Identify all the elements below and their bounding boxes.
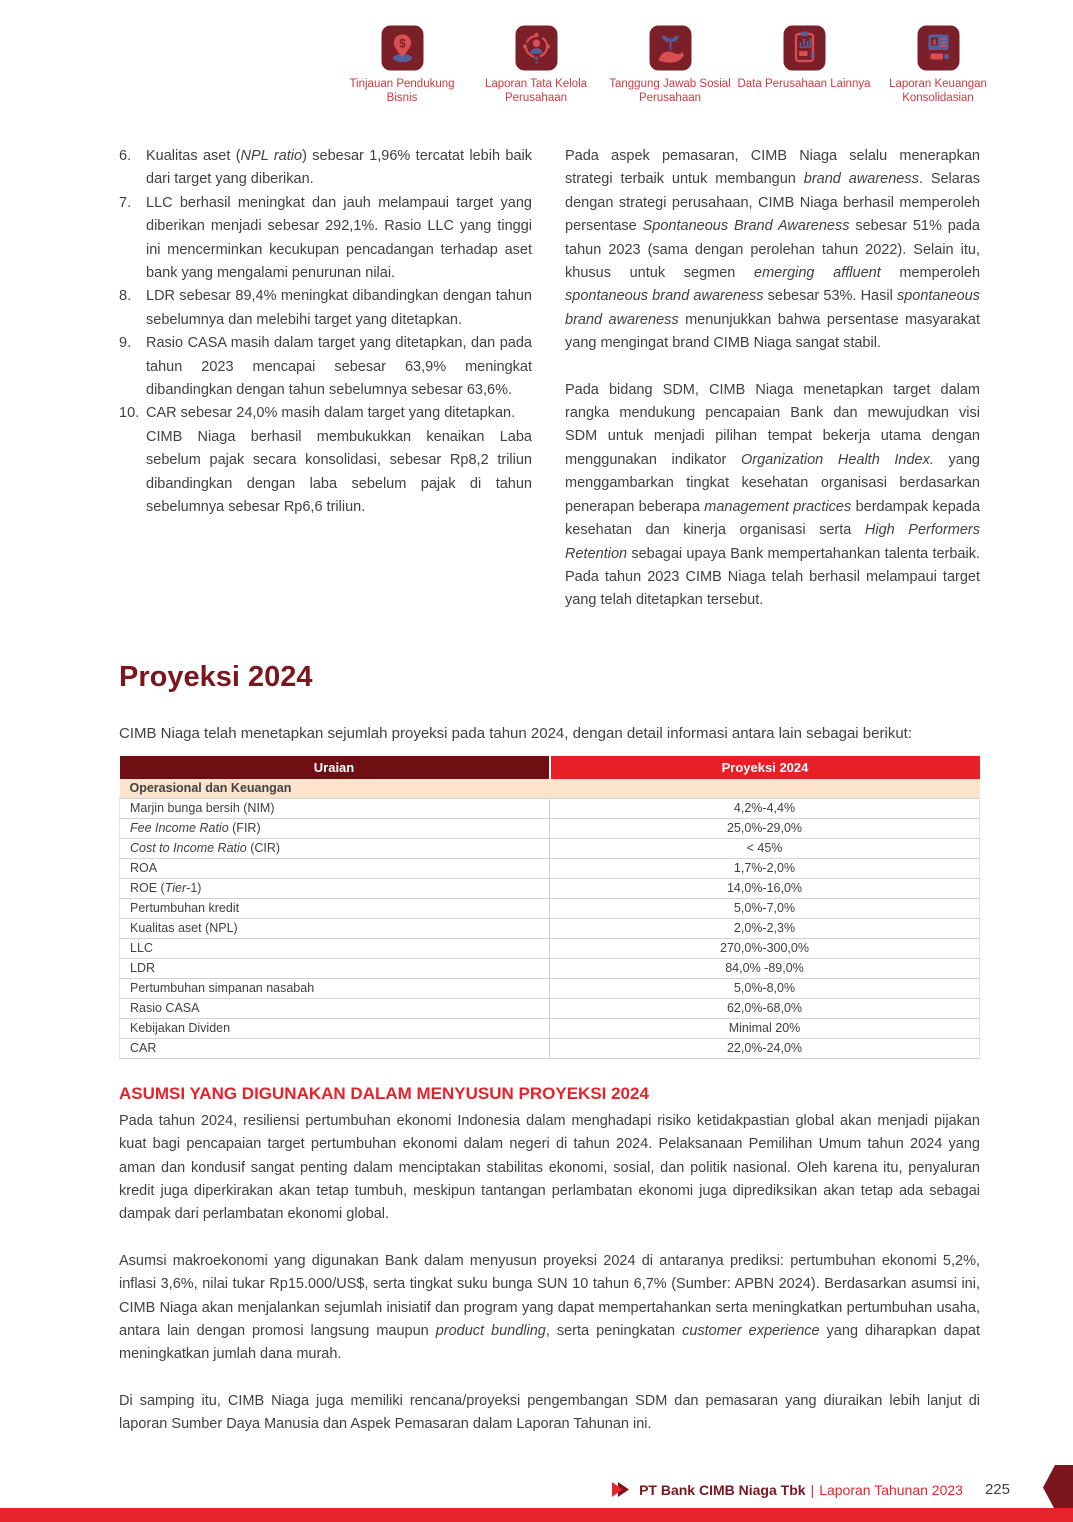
row-value: 25,0%-29,0% bbox=[550, 818, 980, 838]
list-item bbox=[119, 332, 532, 402]
row-label: LLC bbox=[120, 938, 550, 958]
column-header-uraian: Uraian bbox=[120, 756, 550, 779]
paragraph-sdm: Pada bidang SDM, CIMB Niaga menetapkan target dalam rangka mendukung pencapaian Bank dan mewujudkan visi SDM untuk menjadi pilihan tempat bekerja utama dengan menggunakan indikator Organization Health Index. yang menggambarkan tingkat kesehatan organisasi berdasarkan penerapan beberapa management practices berdampak kepada kesehatan dan kinerja organisasi serta High Performers Retention sebagai upaya Bank mempertahankan talenta terbaik. Pada tahun 2023 CIMB Niaga telah berhasil melampaui target yang telah ditetapkan tersebut. bbox=[565, 381, 981, 609]
nav-item-laporan-tata-kelola[interactable] bbox=[469, 25, 603, 105]
table-row bbox=[120, 798, 980, 818]
list-item bbox=[119, 192, 532, 286]
row-value: 22,0%-24,0% bbox=[550, 1038, 980, 1058]
projection-table bbox=[119, 756, 980, 1059]
money-location-pin-icon bbox=[381, 25, 424, 71]
nav-item-laporan-keuangan[interactable] bbox=[871, 25, 1005, 105]
list-number: 10. bbox=[119, 405, 140, 422]
row-value: 84,0% -89,0% bbox=[550, 958, 980, 978]
page-title: Proyeksi 2024 bbox=[119, 660, 313, 693]
table-row bbox=[120, 838, 980, 858]
list-item bbox=[119, 145, 532, 192]
main-content bbox=[119, 145, 980, 1437]
list-text: LLC berhasil meningkat dan jauh melampaui target yang diberikan menjadi sebesar 292,1%. Rasio LLC yang tinggi ini mencerminkan kecukupan pencadangan terhadap aset bank yang mengalami penurunan nilai. bbox=[146, 194, 532, 282]
bottom-red-bar bbox=[0, 1508, 1073, 1522]
nav-item-data-perusahaan-lainnya[interactable] bbox=[737, 25, 871, 105]
list-item bbox=[119, 285, 532, 332]
table-row bbox=[120, 958, 980, 978]
svg-text:$: $ bbox=[931, 37, 937, 47]
nav-item-tanggung-jawab-sosial[interactable] bbox=[603, 25, 737, 105]
list-number: 9. bbox=[119, 335, 132, 352]
list-text: LDR sebesar 89,4% meningkat dibandingkan dengan tahun sebelumnya dan melebihi target yang ditetapkan. bbox=[146, 288, 532, 328]
row-label: Pertumbuhan kredit bbox=[120, 898, 550, 918]
financial-report-icon bbox=[917, 25, 960, 71]
hand-plant-icon bbox=[649, 25, 692, 71]
footer-company-name: PT Bank CIMB Niaga Tbk bbox=[639, 1481, 806, 1498]
list-number: 8. bbox=[119, 288, 132, 305]
left-column bbox=[119, 145, 532, 636]
page-number: 225 bbox=[984, 1481, 1010, 1498]
row-label: Cost to Income Ratio (CIR) bbox=[120, 838, 550, 858]
nav-label: Tinjauan Pendukung Bisnis bbox=[349, 78, 455, 104]
assumptions-paragraph: Pada tahun 2024, resiliensi pertumbuhan ekonomi Indonesia dalam menghadapi risiko ketidakpastian global akan menjadi pijakan kuat bagi pencapaian target pertumbuhan ekonomi dalam negeri di tahun 2024. Pelaksanaan Pemilihan Umum tahun 2024 yang aman dan kondusif sangat penting dalam menciptakan stabilitas ekonomi, sosial, dan politik nasional. Oleh karena itu, penyaluran kredit juga diperkirakan akan tetap tumbuh, meskipun tantangan perlambatan ekonomi juga diprediksikan akan tetap ada sebagai dampak dari perlambatan ekonomi global. bbox=[119, 1112, 980, 1223]
row-value: 1,7%-2,0% bbox=[550, 858, 980, 878]
list-text: Kualitas aset (NPL ratio) sebesar 1,96% tercatat lebih baik dari target yang diberikan. bbox=[146, 148, 532, 188]
row-label: Pertumbuhan simpanan nasabah bbox=[120, 978, 550, 998]
list-number: 7. bbox=[119, 194, 132, 211]
row-label: Marjin bunga bersih (NIM) bbox=[120, 798, 550, 818]
right-column bbox=[565, 145, 980, 636]
list-text: Rasio CASA masih dalam target yang ditetapkan, dan pada tahun 2023 mencapai sebesar 63,9% meningkat dibandingkan dengan tahun sebelumnya sebesar 63,6%. bbox=[146, 335, 532, 399]
row-value: 2,0%-2,3% bbox=[550, 918, 980, 938]
table-row bbox=[120, 918, 980, 938]
row-value: 5,0%-7,0% bbox=[550, 898, 980, 918]
assumptions-paragraph: Di samping itu, CIMB Niaga juga memiliki rencana/proyeksi pengembangan SDM dan pemasaran yang diuraikan lebih lanjut di laporan Sumber Daya Manusia dan Aspek Pemasaran dalam Laporan Tahunan ini. bbox=[119, 1392, 980, 1433]
row-value: 14,0%-16,0% bbox=[550, 878, 980, 898]
table-row bbox=[120, 978, 980, 998]
assumptions-section bbox=[119, 1083, 980, 1437]
nav-label: Laporan Keuangan Konsolidasian bbox=[889, 78, 987, 104]
row-value: 4,2%-4,4% bbox=[550, 798, 980, 818]
table-row bbox=[120, 858, 980, 878]
table-row bbox=[120, 1038, 980, 1058]
paragraph-marketing: Pada aspek pemasaran, CIMB Niaga selalu menerapkan strategi terbaik untuk membangun brand awareness. Selaras dengan strategi perusahaan, CIMB Niaga berhasil memperoleh persentase Spontaneous Brand Awareness sebesar 51% pada tahun 2023 (sama dengan perolehan tahun 2022). Selain itu, khusus untuk segmen emerging affluent memperoleh spontaneous brand awareness sebesar 53%. Hasil spontaneous brand awareness menunjukkan bahwa persentase masyarakat yang mengingat brand CIMB Niaga sangat stabil. bbox=[565, 148, 981, 352]
intro-paragraph: CIMB Niaga telah menetapkan sejumlah proyeksi pada tahun 2024, dengan detail informasi antara lain sebagai berikut: bbox=[119, 724, 912, 742]
footer-report-title: Laporan Tahunan 2023 bbox=[819, 1481, 963, 1498]
list-number bbox=[119, 426, 146, 520]
table-header-row bbox=[120, 756, 980, 779]
list-text: CIMB Niaga berhasil membukukkan kenaikan Laba sebelum pajak secara konsolidasi, sebesar Rp8,2 triliun dibandingkan dengan laba sebelum pajak di tahun sebelumnya sebesar Rp6,6 triliun. bbox=[146, 428, 532, 516]
page-footer bbox=[612, 1481, 1010, 1498]
two-column-text bbox=[119, 145, 980, 636]
row-label: CAR bbox=[120, 1038, 550, 1058]
nav-label: Data Perusahaan Lainnya bbox=[737, 78, 871, 90]
row-label: Kebijakan Dividen bbox=[120, 1018, 550, 1038]
subheader-operasional-dan-keuangan: Operasional dan Keuangan bbox=[120, 779, 980, 799]
list-item bbox=[119, 402, 532, 425]
footer-separator: | bbox=[810, 1481, 815, 1498]
table-row bbox=[120, 818, 980, 838]
list-item-continuation bbox=[119, 426, 532, 520]
nav-item-tinjauan-pendukung-bisnis[interactable] bbox=[335, 25, 469, 105]
table-row bbox=[120, 998, 980, 1018]
row-value: Minimal 20% bbox=[550, 1018, 980, 1038]
row-label: Rasio CASA bbox=[120, 998, 550, 1018]
column-header-proyeksi-2024: Proyeksi 2024 bbox=[550, 756, 980, 779]
nav-label: Tanggung Jawab Sosial Perusahaan bbox=[609, 78, 731, 104]
double-chevron-icon bbox=[612, 1482, 629, 1497]
list-number: 6. bbox=[119, 148, 132, 164]
nav-label: Laporan Tata Kelola Perusahaan bbox=[484, 78, 588, 104]
row-value: < 45% bbox=[550, 838, 980, 858]
row-label: Kualitas aset (NPL) bbox=[120, 918, 550, 938]
assumptions-paragraph: Asumsi makroekonomi yang digunakan Bank dalam menyusun proyeksi 2024 di antaranya prediksi: pertumbuhan ekonomi 5,2%, inflasi 3,6%, nilai tukar Rp15.000/US$, serta tingkat suku bunga SUN 10 tahun 6,7% (Sumber: APBN 2024). Berdasarkan asumsi ini, CIMB Niaga akan menjalankan sejumlah inisiatif dan program yang dapat mempertahankan serta meningkatkan pertumbuhan usaha, antara lain dengan promosi langsung maupun product bundling, serta peningkatan customer experience yang diharapkan dapat meningkatkan jumlah dana murah. bbox=[119, 1252, 980, 1363]
table-subheader-row bbox=[120, 779, 980, 799]
row-label: Fee Income Ratio (FIR) bbox=[120, 818, 550, 838]
section-nav bbox=[335, 25, 1007, 105]
table-row bbox=[120, 938, 980, 958]
row-label: LDR bbox=[120, 958, 550, 978]
row-value: 62,0%-68,0% bbox=[550, 998, 980, 1018]
table-row bbox=[120, 1018, 980, 1038]
page-edge-arrow-icon bbox=[1043, 1465, 1073, 1510]
governance-person-orbit-icon bbox=[515, 25, 558, 71]
clipboard-chart-icon bbox=[783, 25, 826, 71]
row-value: 270,0%-300,0% bbox=[550, 938, 980, 958]
row-label: ROE (Tier-1) bbox=[120, 878, 550, 898]
assumptions-heading: ASUMSI YANG DIGUNAKAN DALAM MENYUSUN PROYEKSI 2024 bbox=[119, 1083, 649, 1103]
list-text: CAR sebesar 24,0% masih dalam target yang ditetapkan. bbox=[146, 405, 516, 422]
row-label: ROA bbox=[120, 858, 550, 878]
table-row bbox=[120, 898, 980, 918]
table-row bbox=[120, 878, 980, 898]
row-value: 5,0%-8,0% bbox=[550, 978, 980, 998]
svg-text:$: $ bbox=[809, 49, 815, 60]
svg-text:$: $ bbox=[398, 38, 406, 51]
